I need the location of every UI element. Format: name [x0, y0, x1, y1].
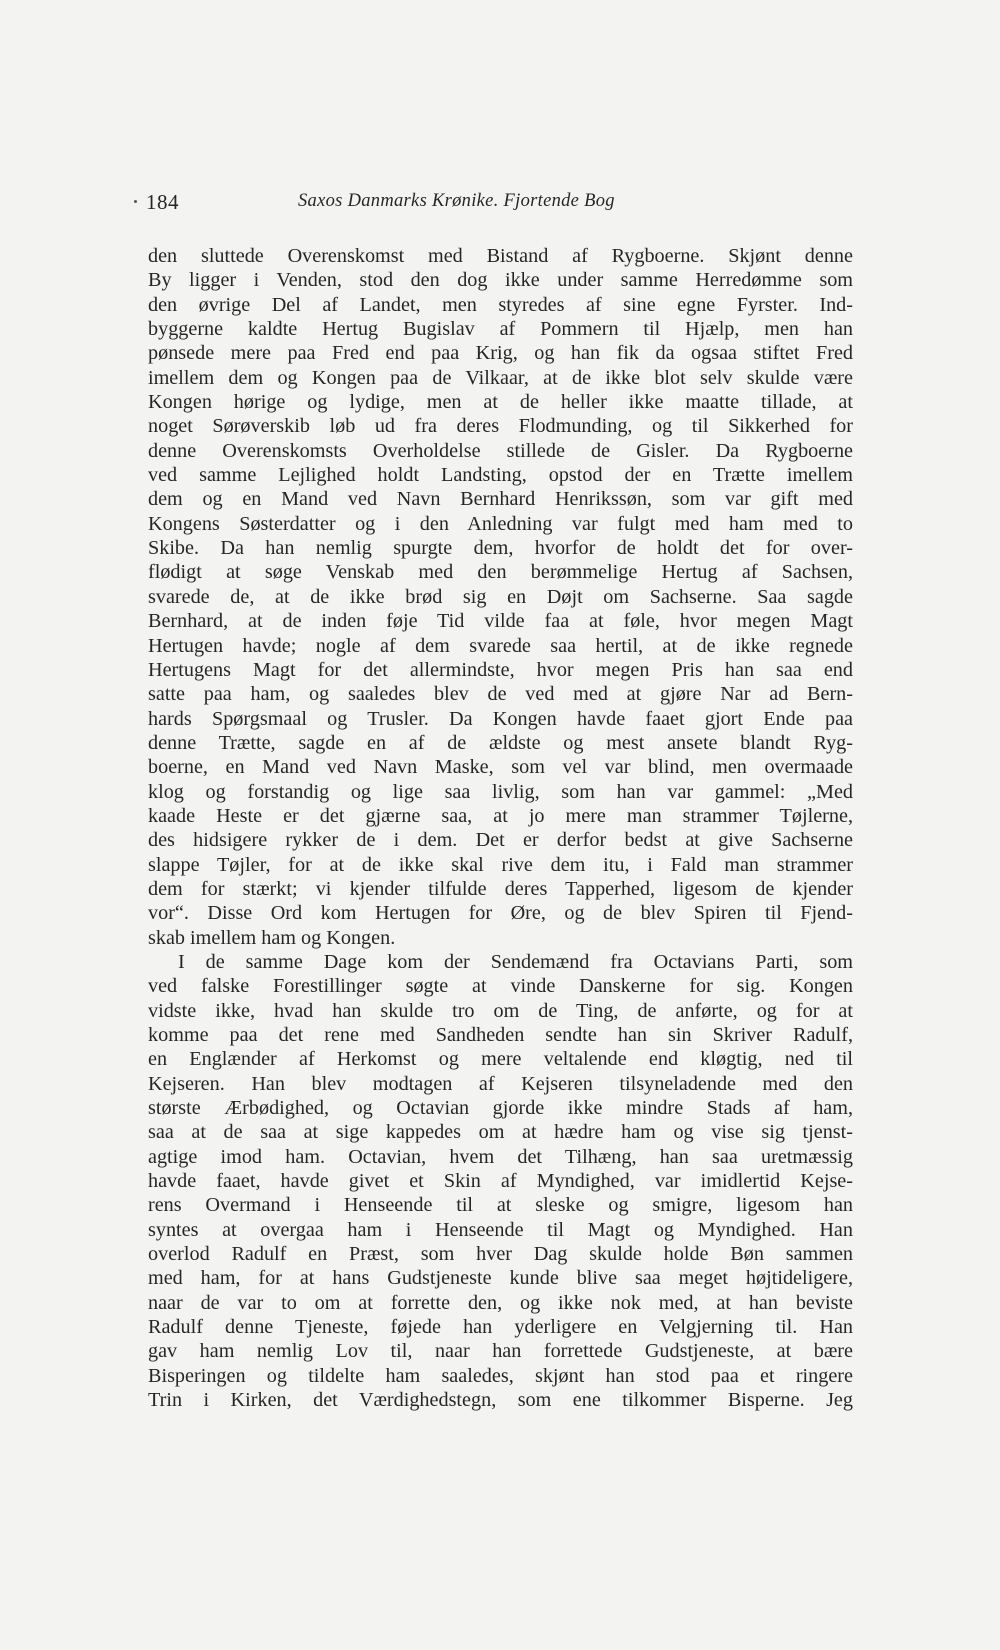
text-line: Hertugen havde; nogle af dem svarede saa hertil, at de ikke regnede [148, 634, 853, 657]
text-line: svarede de, at de ikke brød sig en Døjt om Sachserne. Saa sagde [148, 585, 853, 608]
paragraph-end-line: skab imellem ham og Kongen. [148, 926, 396, 949]
text-line: saa at de saa at sige kappedes om at hædre ham og vise sig tjenst- [148, 1121, 853, 1144]
text-line: By ligger i Venden, stod den dog ikke under samme Herredømme som [148, 269, 853, 292]
text-line: dem for stærkt; vi kjender tilfulde deres Tapperhed, ligesom de kjender [148, 877, 853, 900]
text-line: Kejseren. Han blev modtagen af Kejseren tilsyneladende med den [148, 1072, 853, 1095]
text-line: denne Trætte, sagde en af de ældste og mest ansete blandt Ryg- [148, 731, 853, 754]
text-line: Trin i Kirken, det Værdighedstegn, som ene tilkommer Bisperne. Jeg [148, 1389, 853, 1412]
text-line: Skibe. Da han nemlig spurgte dem, hvorfor de holdt det for over- [148, 537, 853, 560]
text-line: boerne, en Mand ved Navn Maske, som vel var blind, men overmaade [148, 756, 853, 779]
text-line: syntes at overgaa ham i Henseende til Magt og Myndighed. Han [148, 1218, 853, 1241]
text-line: største Ærbødighed, og Octavian gjorde ikke mindre Stads af ham, [148, 1097, 853, 1120]
text-line: satte paa ham, og saaledes blev de ved med at gjøre Nar ad Bern- [148, 683, 853, 706]
text-line: en Englænder af Herkomst og mere veltalende end kløgtig, ned til [148, 1048, 853, 1071]
page-number: 184 [146, 190, 179, 214]
text-line: overlod Radulf en Præst, som hver Dag skulde holde Bøn sammen [148, 1243, 853, 1266]
paragraph-start-line: I de samme Dage kom der Sendemænd fra Octavians Parti, som [178, 950, 853, 973]
text-line: Kongens Søsterdatter og i den Anledning var fulgt med ham med to [148, 512, 853, 535]
text-line: ved samme Lejlighed holdt Landsting, opstod der en Trætte imellem [148, 464, 853, 487]
text-line: des hidsigere rykker de i dem. Det er derfor bedst at give Sachserne [148, 829, 853, 852]
text-line: Bisperingen og tildelte ham saaledes, skjønt han stod paa et ringere [148, 1364, 853, 1387]
text-line: Radulf denne Tjeneste, føjede han yderligere en Velgjerning til. Han [148, 1316, 853, 1339]
text-line: slappe Tøjler, for at de ikke skal rive dem itu, i Fald man strammer [148, 853, 853, 876]
text-line: med ham, for at hans Gudstjeneste kunde blive saa meget højtideligere, [148, 1267, 853, 1290]
text-line: imellem dem og Kongen paa de Vilkaar, at de ikke blot selv skulde være [148, 366, 853, 389]
text-line: flødigt at søge Venskab med den berømmelige Hertug af Sachsen, [148, 561, 853, 584]
text-line: pønsede mere paa Fred end paa Krig, og han fik da ogsaa stiftet Fred [148, 342, 853, 365]
text-line: ved falske Forestillinger søgte at vinde Danskerne for sig. Kongen [148, 975, 853, 998]
text-line: vidste ikke, hvad han skulde tro om de Ting, de anførte, og for at [148, 999, 853, 1022]
page-header [0, 190, 1000, 222]
text-line: noget Sørøverskib løb ud fra deres Flodmunding, og til Sikkerhed for [148, 415, 853, 438]
text-line: gav ham nemlig Lov til, naar han forrettede Gudstjeneste, at bære [148, 1340, 853, 1363]
text-line: dem og en Mand ved Navn Bernhard Henrikssøn, som var gift med [148, 488, 853, 511]
margin-dot [134, 200, 137, 203]
text-line: naar de var to om at forrette den, og ikke nok med, at han beviste [148, 1291, 853, 1314]
text-line: den øvrige Del af Landet, men styredes af sine egne Fyrster. Ind- [148, 293, 853, 316]
text-line: hards Spørgsmaal og Trusler. Da Kongen havde faaet gjort Ende paa [148, 707, 853, 730]
text-line: Bernhard, at de inden føje Tid vilde faa at føle, hvor megen Magt [148, 610, 853, 633]
text-line: klog og forstandig og lige saa livlig, som han var gammel: „Med [148, 780, 853, 803]
text-line: byggerne kaldte Hertug Bugislav af Pommern til Hjælp, men han [148, 318, 853, 341]
text-line: kaade Heste er det gjærne saa, at jo mere man strammer Tøjlerne, [148, 804, 853, 827]
body-text [148, 244, 853, 1413]
text-line: rens Overmand i Henseende til at sleske og smigre, ligesom han [148, 1194, 853, 1217]
text-line: vor“. Disse Ord kom Hertugen for Øre, og de blev Spiren til Fjend- [148, 902, 853, 925]
running-title: Saxos Danmarks Krønike. Fjortende Bog [298, 191, 615, 211]
text-line: agtige imod ham. Octavian, hvem det Tilhæng, han saa uretmæssig [148, 1145, 853, 1168]
text-line: komme paa det rene med Sandheden sendte han sin Skriver Radulf, [148, 1024, 853, 1046]
text-line: den sluttede Overenskomst med Bistand af Rygboerne. Skjønt denne [148, 245, 853, 267]
text-line: denne Overenskomsts Overholdelse stillede de Gisler. Da Rygboerne [148, 439, 853, 462]
text-line: Hertugens Magt for det allermindste, hvor megen Pris han saa end [148, 658, 853, 681]
text-line: havde faaet, havde givet et Skin af Myndighed, var imidlertid Kejse- [148, 1170, 853, 1193]
text-line: Kongen hørige og lydige, men at de heller ikke maatte tillade, at [148, 391, 853, 414]
